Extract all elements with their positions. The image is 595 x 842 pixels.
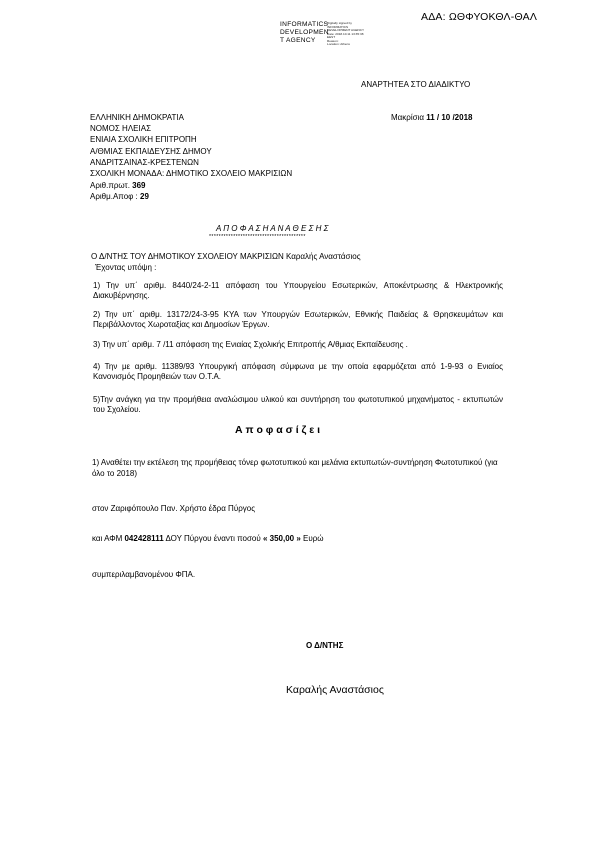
stamp-detail: EEST bbox=[327, 35, 336, 39]
consideration-item: 2) Την υπ΄ αριθμ. 13172/24-3-95 ΚΥΑ των Υπουργών Εσωτερικών, Εθνικής Παιδείας & Θρησκευμάτων και Περιβάλλοντος Χωροταξίας και Δημοσίων Έργων. bbox=[93, 310, 503, 329]
stamp-line: INFORMATICS bbox=[280, 21, 329, 28]
having-in-view: Έχοντας υπόψη : bbox=[95, 263, 157, 272]
ada-code: ΑΔΑ: ΩΘΦΥΟΚΘΛ-ΘΑΛ bbox=[421, 11, 538, 23]
afm-line bbox=[92, 534, 324, 544]
signature-role: Ο Δ/ΝΤΗΣ bbox=[306, 641, 344, 650]
place-date bbox=[391, 113, 472, 123]
stamp-detail: Digitally signed by bbox=[327, 21, 352, 25]
stamp-detail: Reason: bbox=[327, 38, 339, 43]
decision-label: Αριθμ.Αποφ : bbox=[90, 192, 138, 201]
consideration-item: 3) Την υπ΄ αριθμ. 7 /11 απόφαση της Ενιαίας Σχολικής Επιτροπής Α/θμιας Εκπαίδευσης . bbox=[93, 340, 408, 349]
header-line: ΕΝΙΑΙΑ ΣΧΟΛΙΚΗ ΕΠΙΤΡΟΠΗ bbox=[90, 135, 197, 144]
stamp-detail: DEVELOPMENT AGENCY bbox=[327, 28, 365, 32]
doy-text: ΔΟΥ Πύργου έναντι ποσού bbox=[165, 534, 261, 543]
stamp-detail: INFORMATICS bbox=[327, 24, 349, 29]
protocol-label: Αριθ.πρωτ. bbox=[90, 181, 130, 190]
header-line: ΝΟΜΟΣ ΗΛΕΙΑΣ bbox=[90, 124, 152, 133]
vat-line: συμπεριλαμβανομένου ΦΠΑ. bbox=[92, 570, 196, 579]
consideration-item: 5)Την ανάγκη για την προμήθεια αναλώσιμου υλικού και συντήρηση του φωτοτυπικού μηχανήματος - εκτυπωτών του Σχολείου. bbox=[93, 395, 503, 414]
publish-note: ΑΝΑΡΤΗΤΕΑ ΣΤΟ ΔΙΑΔΙΚΤΥΟ bbox=[361, 80, 471, 89]
date-place: Μακρίσια bbox=[391, 113, 424, 122]
header-line: ΣΧΟΛΙΚΗ ΜΟΝΑΔΑ: ΔΗΜΟΤΙΚΟ ΣΧΟΛΕΙΟ ΜΑΚΡΙΣΙΩΝ bbox=[90, 169, 293, 178]
title-rule: **************************************** bbox=[209, 234, 306, 240]
protocol-value: 369 bbox=[132, 181, 146, 190]
supplier-line: στον Ζαριφόπουλο Παν. Χρήστο έδρα Πύργος bbox=[92, 504, 256, 513]
header-line: ΕΛΛΗΝΙΚΗ ΔΗΜΟΚΡΑΤΙΑ bbox=[90, 113, 184, 122]
afm-value: 042428111 bbox=[124, 534, 164, 543]
currency-text: Ευρώ bbox=[303, 534, 324, 543]
header-line: ΑΝΔΡΙΤΣΑΙΝΑΣ-ΚΡΕΣΤΕΝΩΝ bbox=[90, 158, 199, 167]
decision-number bbox=[90, 192, 149, 202]
decision-value: 29 bbox=[140, 192, 149, 201]
consideration-item: 1) Την υπ΄ αριθμ. 8440/24-2-11 απόφαση του Υπουργείου Εσωτερικών, Αποκέντρωσης & Ηλεκτρονικής Διακυβέρνησης. bbox=[93, 281, 503, 300]
stamp-line: T AGENCY bbox=[280, 37, 316, 44]
amount-value: « 350,00 » bbox=[262, 534, 301, 543]
afm-prefix: και ΑΦΜ bbox=[92, 534, 123, 543]
protocol-number bbox=[90, 181, 146, 191]
consideration-item: 4) Την με αριθμ. 11389/93 Υπουργική απόφαση σύμφωνα με την οποία εφαρμόζεται από 1-9-93 ο Ενιαίος Κανονισμός Προμηθειών των Ο.Τ.Α. bbox=[93, 362, 503, 381]
stamp-line: DEVELOPMEN bbox=[280, 29, 329, 36]
date-value: 11 / 10 /2018 bbox=[426, 113, 473, 122]
stamp-detail: Date: 2018.10.11 13:35:38 bbox=[327, 31, 364, 36]
decision-item: 1) Αναθέτει την εκτέλεση της προμήθειας τόνερ φωτοτυπικού και μελάνια εκτυπωτών-συντήρηση Φωτοτυπικού (για όλο το 2018) bbox=[92, 458, 498, 478]
stamp-detail: Location: Athens bbox=[327, 42, 350, 46]
signature-name: Καραλής Αναστάσιος bbox=[286, 684, 384, 696]
document-title: Α Π Ο Φ Α Σ Η Α Ν Α Θ Ε Σ Η Σ bbox=[216, 224, 329, 233]
header-line: Α/ΘΜΙΑΣ ΕΚΠΑΙΔΕΥΣΗΣ ΔΗΜΟΥ bbox=[90, 147, 212, 156]
intro-line: Ο Δ/ΝΤΗΣ ΤΟΥ ΔΗΜΟΤΙΚΟΥ ΣΧΟΛΕΙΟΥ ΜΑΚΡΙΣΙΩΝ Καραλής Αναστάσιος bbox=[91, 252, 361, 261]
decides-heading: Α π ο φ α σ ί ζ ε ι bbox=[235, 424, 321, 436]
